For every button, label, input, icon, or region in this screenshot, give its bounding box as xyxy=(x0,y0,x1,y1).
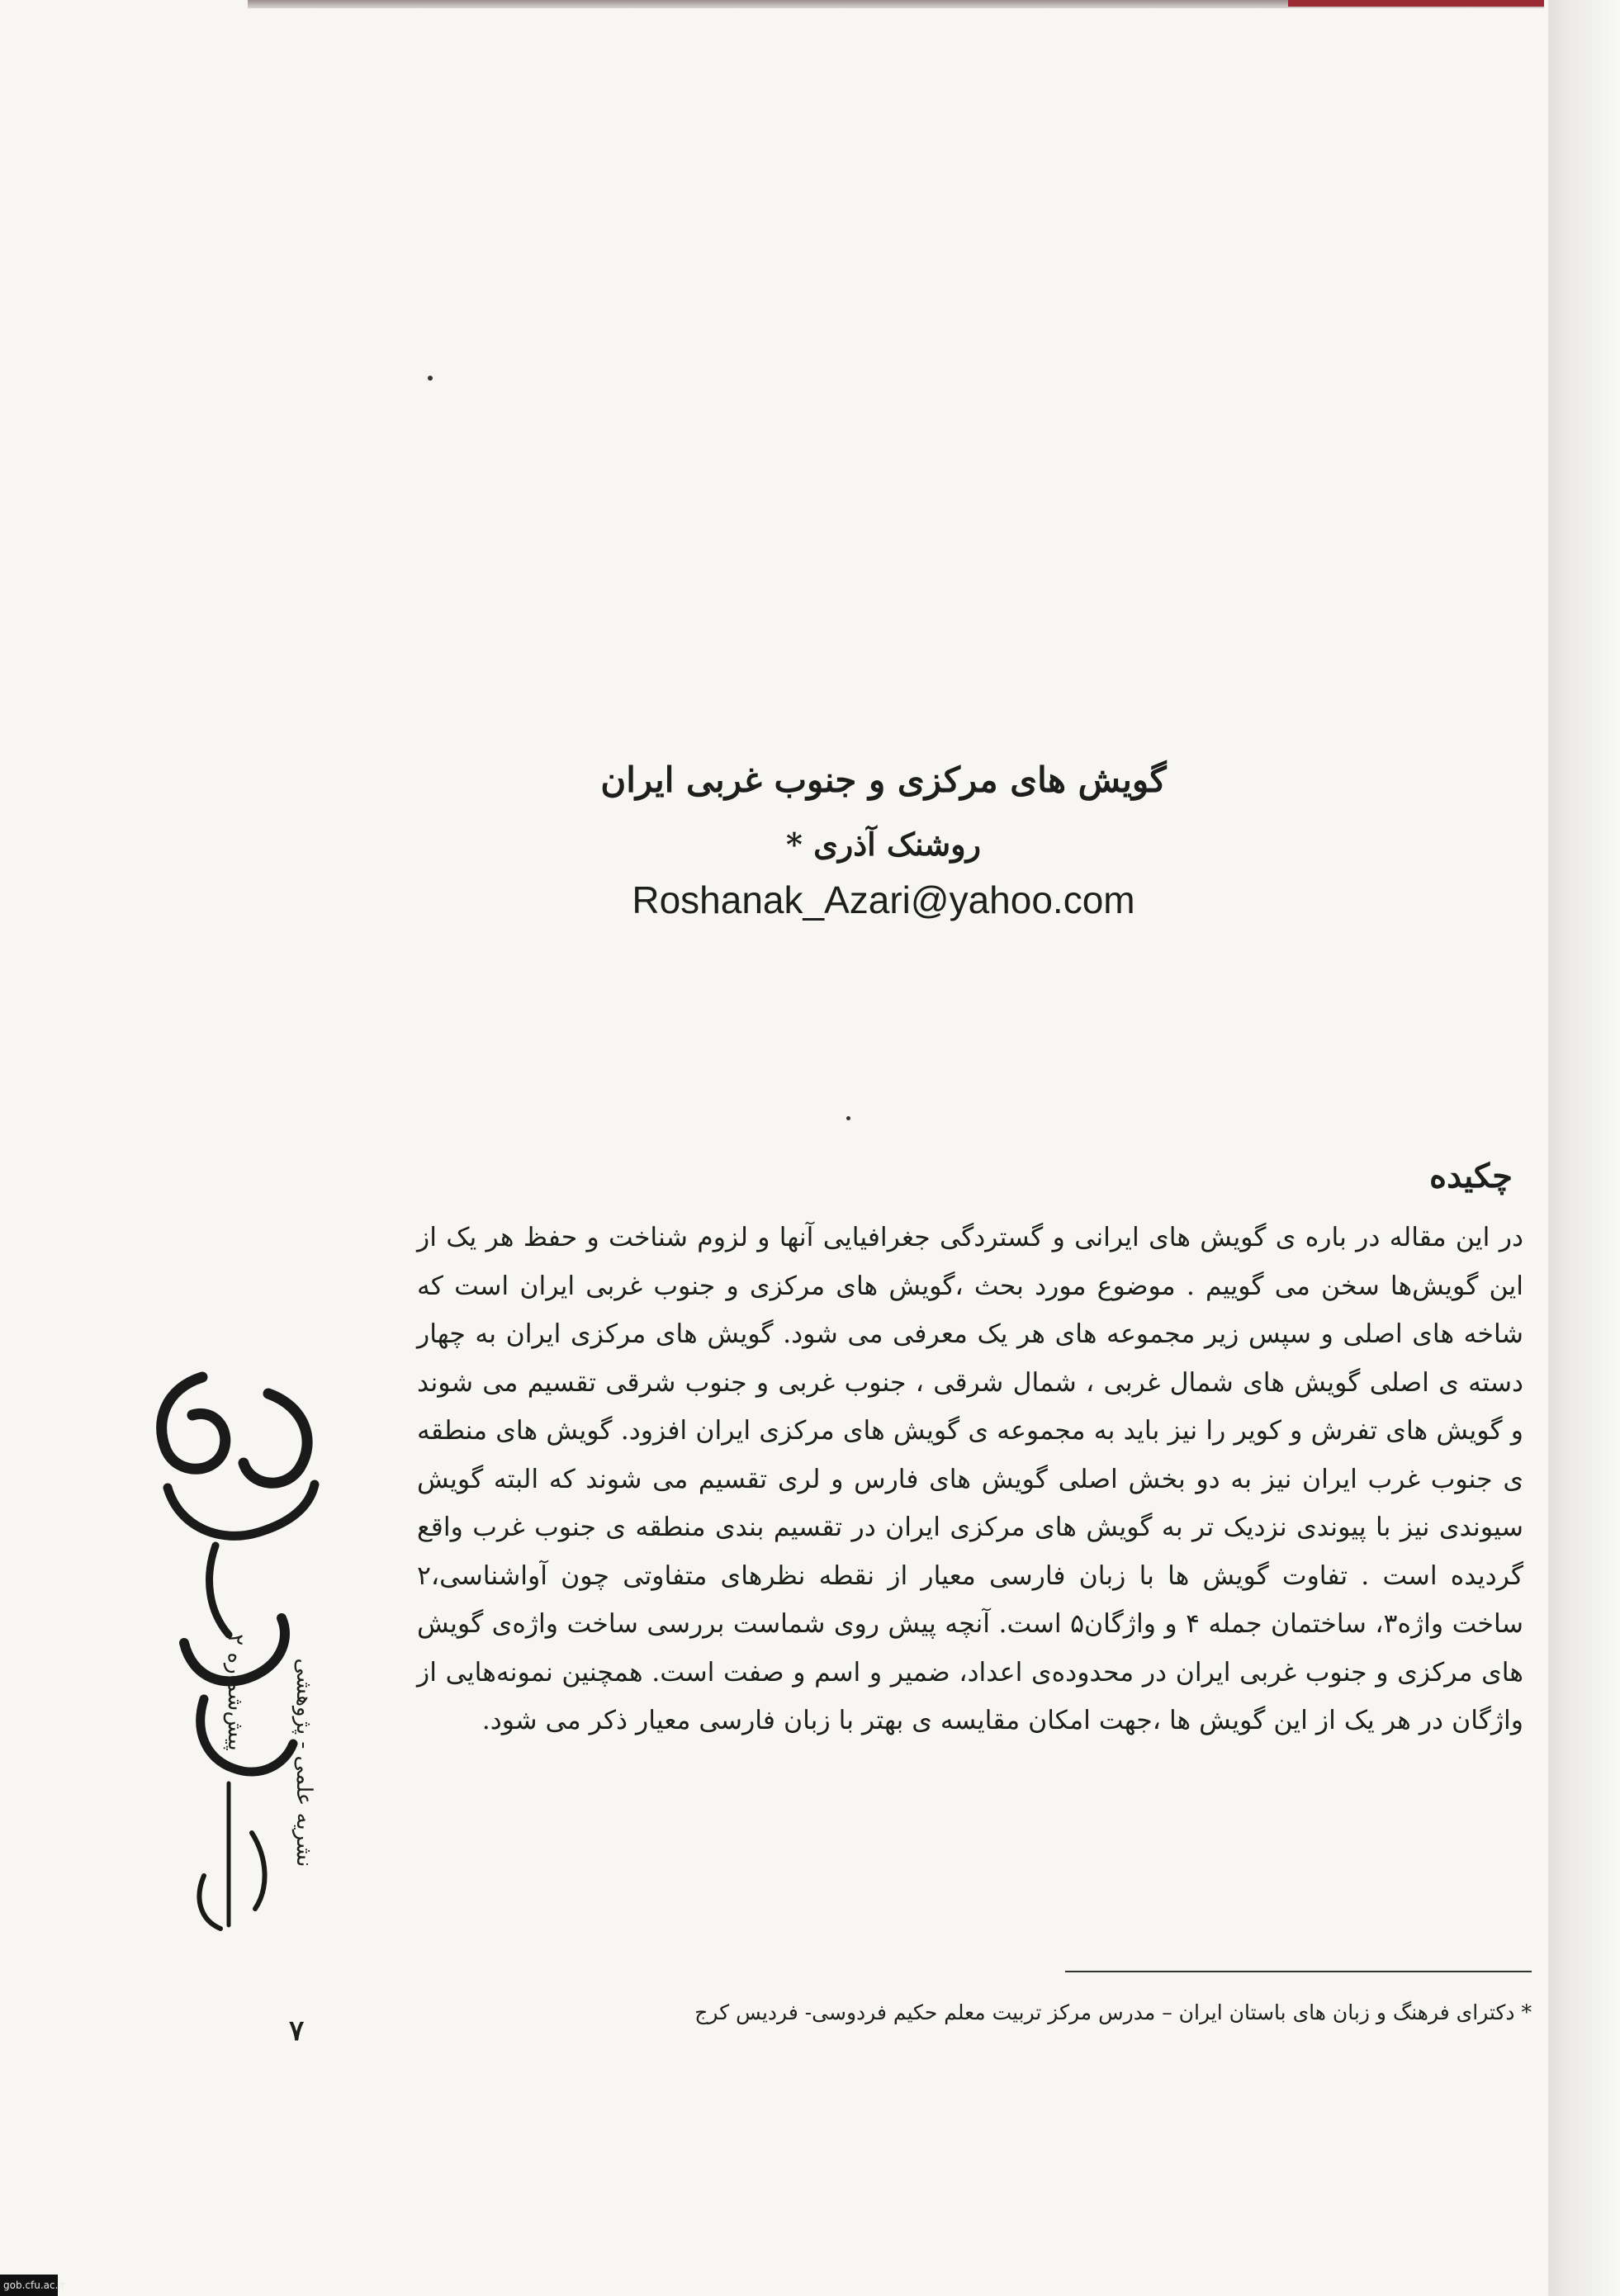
author-footnote: * دکترای فرهنگ و زبان های باستان ایران – مدرس مرکز تربیت معلم حکیم فردوسی- فردیس کرج xyxy=(694,2000,1532,2024)
article-title: گویش های مرکزی و جنوب غربی ایران xyxy=(600,760,1167,800)
scan-speck xyxy=(846,1116,850,1120)
scan-watermark-text: gob.cfu.ac.ir xyxy=(3,2279,65,2291)
page-edge-shadow xyxy=(1548,0,1620,2296)
scan-watermark xyxy=(0,2275,65,2296)
journal-type-label: نشریه علمی - پژوهشی xyxy=(291,1658,316,1868)
journal-issue-label: پیش‌شماره ۲ xyxy=(223,1634,248,1751)
author-email: Roshanak_Azari@yahoo.com xyxy=(632,878,1135,921)
abstract-paragraph: در این مقاله در باره ی گویش های ایرانی و گستردگی جغرافیایی آنها و لزوم شناخت و حفظ هر یک از این گویش‌ها سخن می گوییم . موضوع مورد بحث ،گویش های مرکزی و جنوب غربی ایران است که شاخه های اصلی و سپس زیر مجموعه های هر یک معرفی می شود. گویش های مرکزی ایران به چهار دسته ی اصلی گویش های شمال غربی ، شمال شرقی ، جنوب غربی و جنوب شرقی تقسیم می شوند و گویش های تفرش و کویر را نیز باید به مجموعه ی گویش های مرکزی ایران افزود. گویش های منطقه ی جنوب غرب ایران نیز به دو بخش اصلی گویش های فارس و لری تقسیم می شوند که البته گویش سیوندی نیز با پیوندی نزدیک تر به گویش های مرکزی ایران در تقسیم بندی منطقه ی جنوب غرب واقع گردیده است . تفاوت گویش ها با زبان فارسی معیار از نقطه نظرهای متفاوتی چون آواشناسی،۲ ساخت واژه۳، ساختمان جمله ۴ و واژگان۵ است. آنچه پیش روی شماست بررسی ساخت واژه‌ی گویش های مرکزی و جنوب غربی ایران در محدوده‌ی اعداد، ضمیر و اسم و صفت است. همچنین نمونه‌هایی از واژگان در هر یک از این گویش ها ،جهت امکان مقایسه ی بهتر با زبان فارسی معیار ذکر می شود. xyxy=(417,1223,1524,1735)
author-name: روشنک آذری * xyxy=(786,826,981,863)
scan-speck xyxy=(428,376,433,381)
footnote-divider xyxy=(1065,1971,1532,1972)
page-number: ۷ xyxy=(289,2014,305,2047)
abstract-heading: چکیده xyxy=(1429,1157,1513,1195)
abstract-body xyxy=(417,1214,1523,1745)
top-accent-strip xyxy=(1288,0,1544,7)
